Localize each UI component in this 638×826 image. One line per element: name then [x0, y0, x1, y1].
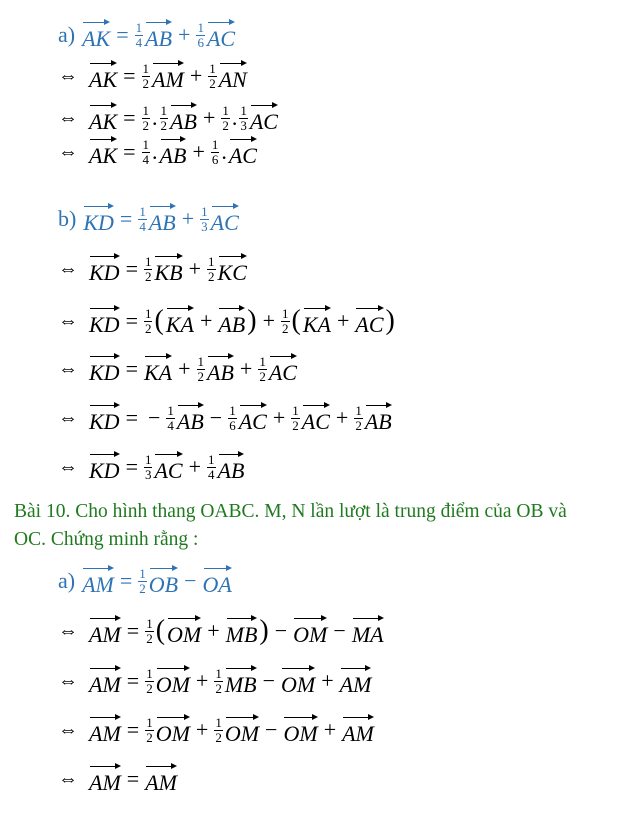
fraction — [208, 62, 217, 90]
vector-term: AC — [239, 403, 267, 433]
vector-term: AM — [89, 616, 121, 646]
denominator: 2 — [144, 268, 152, 284]
fraction — [144, 307, 153, 335]
vector-term: KC — [218, 254, 247, 284]
equation-line — [0, 557, 638, 605]
numerator: 1 — [142, 136, 150, 152]
math-expression — [88, 764, 178, 794]
operator: + — [192, 139, 205, 164]
equation-line — [0, 52, 638, 100]
fraction — [144, 453, 153, 481]
operator: − — [262, 668, 276, 693]
vector-term: AM — [89, 666, 121, 696]
operator: + — [335, 405, 349, 430]
vector-term: KD — [83, 204, 114, 234]
vector-term: KD — [89, 452, 120, 482]
fraction — [145, 617, 154, 645]
vector-term: AM — [152, 61, 184, 91]
fraction — [200, 205, 209, 233]
vector-term: AB — [218, 452, 245, 482]
vector-term: MB — [225, 666, 257, 696]
numerator: 1 — [146, 615, 153, 631]
fraction — [145, 716, 154, 744]
denominator: 2 — [197, 368, 205, 384]
numerator: 1 — [142, 102, 150, 118]
vector-term: KD — [89, 306, 120, 336]
operator: − — [147, 405, 161, 430]
denominator: 4 — [208, 466, 215, 482]
equation-line — [0, 245, 638, 293]
vector-term: AC — [229, 137, 257, 167]
multiplication-dot: . — [231, 105, 238, 130]
denominator: 3 — [240, 117, 247, 133]
math-expression — [81, 20, 236, 50]
operator: = — [126, 766, 140, 791]
parenthesis: ( — [155, 615, 166, 646]
numerator: 1 — [146, 714, 153, 730]
fraction — [197, 355, 206, 383]
vector-term: AM — [89, 715, 121, 745]
iff-symbol: ⇔ — [58, 357, 78, 380]
denominator: 4 — [139, 218, 146, 234]
numerator: 1 — [222, 102, 229, 118]
denominator: 6 — [211, 151, 219, 167]
numerator: 1 — [208, 451, 215, 467]
vector-term: AC — [269, 354, 297, 384]
iff-symbol: ⇔ — [58, 309, 78, 332]
vector-term: MA — [352, 616, 384, 646]
vector-term: AB — [218, 306, 245, 336]
equation-line — [0, 657, 638, 705]
denominator: 6 — [229, 417, 236, 433]
operator: = — [125, 256, 138, 281]
numerator: 1 — [201, 203, 208, 219]
fraction — [207, 255, 216, 283]
numerator: 1 — [144, 451, 152, 467]
operator: + — [323, 717, 337, 742]
operator: = — [116, 22, 129, 47]
math-expression — [88, 452, 245, 482]
operator: = — [125, 308, 138, 333]
operator: + — [178, 356, 191, 381]
numerator: 1 — [197, 353, 205, 369]
multiplication-dot: . — [152, 105, 158, 130]
vector-term: AC — [250, 103, 278, 133]
operator: = — [123, 139, 136, 164]
parenthesis: ( — [154, 305, 164, 336]
denominator: 2 — [292, 417, 299, 433]
vector-term: AB — [145, 20, 172, 50]
iff-symbol: ⇔ — [58, 455, 78, 478]
operator: + — [239, 356, 253, 381]
iff-symbol: ⇔ — [58, 718, 78, 741]
parenthesis: ( — [291, 305, 301, 336]
vector-term: OM — [283, 715, 317, 745]
vector-term: KA — [144, 354, 172, 384]
denominator: 2 — [146, 729, 153, 745]
numerator: 1 — [282, 305, 289, 321]
math-expression — [88, 306, 396, 336]
fraction — [291, 404, 300, 432]
equation-line — [0, 706, 638, 754]
math-expression — [82, 204, 239, 234]
vector-term: OM — [156, 715, 190, 745]
math-expression — [81, 566, 233, 596]
operator: + — [272, 405, 286, 430]
math-expression — [88, 616, 385, 646]
vector-term: AM — [82, 566, 114, 596]
fraction — [211, 138, 220, 166]
denominator: 6 — [197, 34, 204, 50]
numerator: 1 — [292, 402, 299, 418]
vector-term: OM — [225, 715, 259, 745]
parenthesis: ) — [385, 305, 395, 336]
denominator: 2 — [146, 630, 153, 646]
math-expression — [88, 403, 393, 433]
fraction — [281, 307, 290, 335]
part-label: b) — [58, 206, 77, 231]
math-expression — [88, 715, 375, 745]
vector-term: AC — [211, 204, 239, 234]
math-expression — [88, 254, 248, 284]
denominator: 2 — [139, 580, 146, 596]
equation-line — [0, 755, 638, 803]
vector-term: KA — [166, 306, 194, 336]
operator: = — [123, 63, 136, 88]
fraction — [228, 404, 237, 432]
numerator: 1 — [135, 19, 143, 35]
vector-term: AK — [89, 61, 117, 91]
fraction — [135, 21, 144, 49]
fraction — [144, 255, 153, 283]
parenthesis: ) — [247, 305, 257, 336]
denominator: 2 — [259, 368, 266, 384]
numerator: 1 — [146, 665, 153, 681]
vector-term: AB — [160, 137, 187, 167]
denominator: 2 — [215, 680, 222, 696]
numerator: 1 — [160, 102, 168, 118]
vector-term: AC — [355, 306, 383, 336]
vector-term: AC — [154, 452, 182, 482]
operator: − — [209, 405, 223, 430]
numerator: 1 — [215, 665, 222, 681]
operator: = — [119, 206, 133, 231]
parenthesis: ) — [259, 615, 269, 646]
denominator: 2 — [144, 320, 152, 336]
vector-term: AM — [342, 715, 374, 745]
vector-term: KD — [89, 254, 120, 284]
exercise-line-1: Bài 10. Cho hình thang OABC. M, N lần lượt là trung điểm của OB và — [14, 501, 567, 522]
equation-line — [0, 607, 638, 655]
denominator: 3 — [144, 466, 152, 482]
operator: = — [123, 105, 136, 130]
exercise-statement — [14, 498, 624, 554]
fraction — [145, 667, 154, 695]
operator: + — [321, 668, 334, 693]
numerator: 1 — [139, 565, 146, 581]
vector-term: AK — [82, 20, 110, 50]
operator: = — [125, 454, 138, 479]
fraction — [207, 453, 216, 481]
numerator: 1 — [259, 353, 266, 369]
operator: = — [119, 568, 133, 593]
operator: + — [178, 22, 191, 47]
operator: = — [125, 405, 138, 430]
fraction — [142, 62, 151, 90]
fraction — [214, 667, 223, 695]
denominator: 2 — [142, 117, 150, 133]
operator: = — [125, 356, 138, 381]
equation-line — [0, 128, 638, 176]
denominator: 4 — [167, 417, 174, 433]
vector-term: OM — [281, 666, 315, 696]
vector-term: AK — [89, 137, 117, 167]
vector-term: KA — [303, 306, 331, 336]
vector-term: OM — [167, 616, 201, 646]
vector-term: AN — [219, 61, 247, 91]
iff-symbol: ⇔ — [58, 669, 78, 692]
numerator: 1 — [355, 402, 362, 418]
math-expression — [88, 666, 372, 696]
equation-line — [0, 195, 638, 243]
vector-term: AC — [207, 20, 235, 50]
vector-term: AM — [89, 764, 121, 794]
vector-term: OA — [203, 566, 232, 596]
part-label: a) — [58, 22, 76, 47]
operator: + — [199, 308, 213, 333]
vector-term: MB — [226, 616, 258, 646]
denominator: 3 — [201, 218, 208, 234]
fraction — [196, 21, 205, 49]
fraction — [258, 355, 267, 383]
numerator: 1 — [142, 60, 150, 76]
denominator: 2 — [222, 117, 229, 133]
iff-symbol: ⇔ — [58, 140, 78, 163]
multiplication-dot: . — [152, 139, 158, 164]
numerator: 1 — [209, 60, 216, 76]
numerator: 1 — [215, 714, 222, 730]
denominator: 2 — [282, 320, 289, 336]
fraction — [354, 404, 363, 432]
denominator: 2 — [355, 417, 362, 433]
part-label: a) — [58, 568, 76, 593]
vector-term: KD — [89, 354, 120, 384]
vector-term: AB — [170, 103, 197, 133]
vector-term: AB — [149, 204, 176, 234]
operator: = — [126, 668, 140, 693]
fraction — [166, 404, 175, 432]
iff-symbol: ⇔ — [58, 64, 78, 87]
denominator: 2 — [208, 268, 215, 284]
denominator: 4 — [142, 151, 150, 167]
numerator: 1 — [144, 253, 152, 269]
denominator: 2 — [160, 117, 168, 133]
iff-symbol: ⇔ — [58, 106, 78, 129]
operator: = — [126, 717, 140, 742]
operator: + — [188, 454, 202, 479]
math-expression — [88, 137, 258, 167]
vector-term: OM — [293, 616, 327, 646]
operator: − — [274, 618, 288, 643]
numerator: 1 — [197, 19, 204, 35]
vector-term: AC — [302, 403, 330, 433]
vector-term: OB — [149, 566, 178, 596]
numerator: 1 — [211, 136, 219, 152]
denominator: 2 — [209, 75, 216, 91]
operator: = — [126, 618, 140, 643]
operator: − — [184, 568, 197, 593]
vector-term: KD — [89, 403, 120, 433]
numerator: 1 — [229, 402, 236, 418]
operator: + — [262, 308, 275, 333]
equation-line — [0, 297, 638, 345]
iff-symbol: ⇔ — [58, 257, 78, 280]
vector-term: AB — [177, 403, 204, 433]
vector-term: AK — [89, 103, 117, 133]
fraction — [138, 567, 147, 595]
multiplication-dot: . — [221, 139, 227, 164]
operator: + — [202, 105, 216, 130]
numerator: 1 — [208, 253, 215, 269]
operator: + — [188, 256, 202, 281]
operator: + — [195, 717, 209, 742]
exercise-line-2: OC. Chứng minh rằng : — [14, 529, 199, 550]
operator: + — [195, 668, 209, 693]
vector-term: OM — [156, 666, 190, 696]
vector-term: AB — [365, 403, 392, 433]
fraction — [214, 716, 223, 744]
numerator: 1 — [240, 102, 247, 118]
fraction — [138, 205, 147, 233]
numerator: 1 — [167, 402, 174, 418]
iff-symbol: ⇔ — [58, 619, 78, 642]
equation-line — [0, 394, 638, 442]
denominator: 2 — [142, 75, 150, 91]
denominator: 4 — [135, 34, 143, 50]
operator: − — [333, 618, 346, 643]
numerator: 1 — [144, 305, 152, 321]
operator: + — [336, 308, 350, 333]
math-expression — [88, 61, 248, 91]
numerator: 1 — [139, 203, 146, 219]
operator: + — [181, 206, 195, 231]
operator: + — [207, 618, 220, 643]
vector-term: AM — [145, 764, 177, 794]
iff-symbol: ⇔ — [58, 767, 78, 790]
operator: − — [265, 717, 278, 742]
equation-line — [0, 443, 638, 491]
fraction — [142, 138, 151, 166]
math-expression — [88, 354, 298, 384]
iff-symbol: ⇔ — [58, 406, 78, 429]
operator: + — [189, 63, 203, 88]
denominator: 2 — [146, 680, 153, 696]
vector-term: KB — [154, 254, 182, 284]
denominator: 2 — [215, 729, 222, 745]
vector-term: AB — [207, 354, 234, 384]
equation-line — [0, 345, 638, 393]
vector-term: AM — [340, 666, 372, 696]
